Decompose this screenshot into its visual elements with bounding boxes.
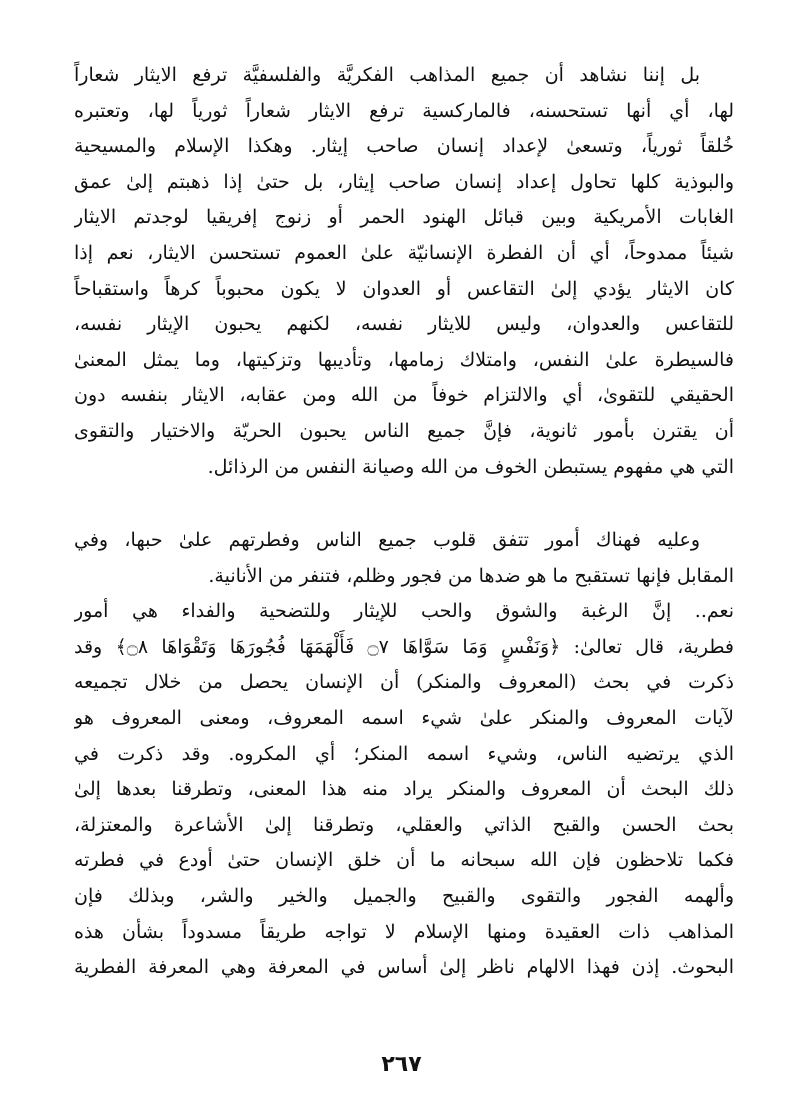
text-line: والبوذية كلها تحاول إعداد إنسان صاحب إيثار، بل حتىٰ إذا ذهبتم إلىٰ عمق xyxy=(74,170,734,193)
text-line: الذي يرتضيه الناس، وشيء اسمه المنكر؛ أي المكروه. وقد ذكرت في xyxy=(74,742,734,765)
text-line: شيئاً ممدوحاً، أي أن الفطرة الإنسانيّة علىٰ العموم تستحسن الايثار، نعم إذا xyxy=(74,241,734,264)
text-line: الحقيقي للتقوىٰ، أي والالتزام خوفاً من الله ومن عقابه، الايثار بنفسه دون xyxy=(74,384,734,407)
text-line: أن يقترن بأمور ثانوية، فإنَّ جميع الناس يحبون الحريّة والاختيار والتقوى xyxy=(74,419,734,442)
text-line: لآيات المعروف والمنكر علىٰ شيء اسمه المعروف، ومعنى المعروف هو xyxy=(74,706,734,729)
text-line: المقابل فإنها تستقبح ما هو ضدها من فجور وظلم، فتنفر من الأنانية. xyxy=(208,564,734,587)
text-line: للتقاعس والعدوان، وليس للايثار نفسه، لكنهم يحبون الإيثار نفسه، xyxy=(74,313,734,336)
text-line: الغابات الأمريكية وبين قبائل الهنود الحمر أو زنوج إفريقيا لوجدتم الايثار xyxy=(74,206,734,229)
text-line: فكما تلاحظون فإن الله سبحانه ما أن خلق الإنسان حتىٰ أودع في فطرته xyxy=(74,849,734,872)
line-text: وعليه فهناك أمور تتفق قلوب جميع الناس وفطرتهم علىٰ حبها، وفي xyxy=(74,529,700,551)
text-line xyxy=(74,58,734,94)
text-line: وألهمه الفجور والتقوى والقبيح والجميل والخير والشر، وبذلك فإن xyxy=(74,884,734,907)
text-line: ذلك البحث أن المعروف والمنكر يراد منه هذا المعنى، وتطرقنا بعدها إلىٰ xyxy=(74,778,734,801)
paragraph-1 xyxy=(74,58,734,485)
text-line: البحوث. إذن فهذا الالهام ناظر إلىٰ أساس في المعرفة وهي المعرفة الفطرية xyxy=(74,956,734,979)
text-line: بحث الحسن والقبح الذاتي والعقلي، وتطرقنا إلىٰ الأشاعرة والمعتزلة، xyxy=(74,813,734,836)
quran-verse-line: فطرية، قال تعالىٰ: ﴿وَنَفْسٍ وَمَا سَوَّاهَا ۝٧ فَأَلْهَمَهَا فُجُورَهَا وَتَقْوَاهَا ۝٨﴾ وقد xyxy=(74,635,734,658)
text-line: لها، أي أنها تستحسنه، فالماركسية ترفع الايثار شعاراً ثورياً لها، وتعتبره xyxy=(74,99,734,122)
text-line: ذكرت في بحث (المعروف والمنكر) أن الإنسان يحصل من خلال تجميعه xyxy=(74,671,734,694)
line-text: بل إننا نشاهد أن جميع المذاهب الفكريَّة والفلسفيَّة ترفع الايثار شعاراً xyxy=(74,64,700,86)
text-line: فالسيطرة علىٰ النفس، وامتلاك زمامها، وتأديبها وتزكيتها، وما يمثل المعنىٰ xyxy=(74,348,734,371)
text-line: نعم.. إنَّ الرغبة والشوق والحب للإيثار وللتضحية والفداء هي أمور xyxy=(74,600,734,623)
paragraph-2 xyxy=(74,523,734,986)
text-line: المذاهب ذات العقيدة ومنها الإسلام لا تواجه طريقاً مسدوداً بشأن هذه xyxy=(74,920,734,943)
page-number: ٢٦٧ xyxy=(381,1052,422,1077)
text-line: التي هي مفهوم يستبطن الخوف من الله وصيانة النفس من الرذائل. xyxy=(207,455,734,478)
text-line: خُلقاً ثورياً، وتسعىٰ لإعداد إنسان صاحب إيثار. وهكذا الإسلام والمسيحية xyxy=(74,135,734,158)
text-line xyxy=(74,523,734,559)
text-line: كان الايثار يؤدي إلىٰ التقاعس أو العدوان لا يكون محبوباً كرهاً واستقباحاً xyxy=(74,277,734,300)
